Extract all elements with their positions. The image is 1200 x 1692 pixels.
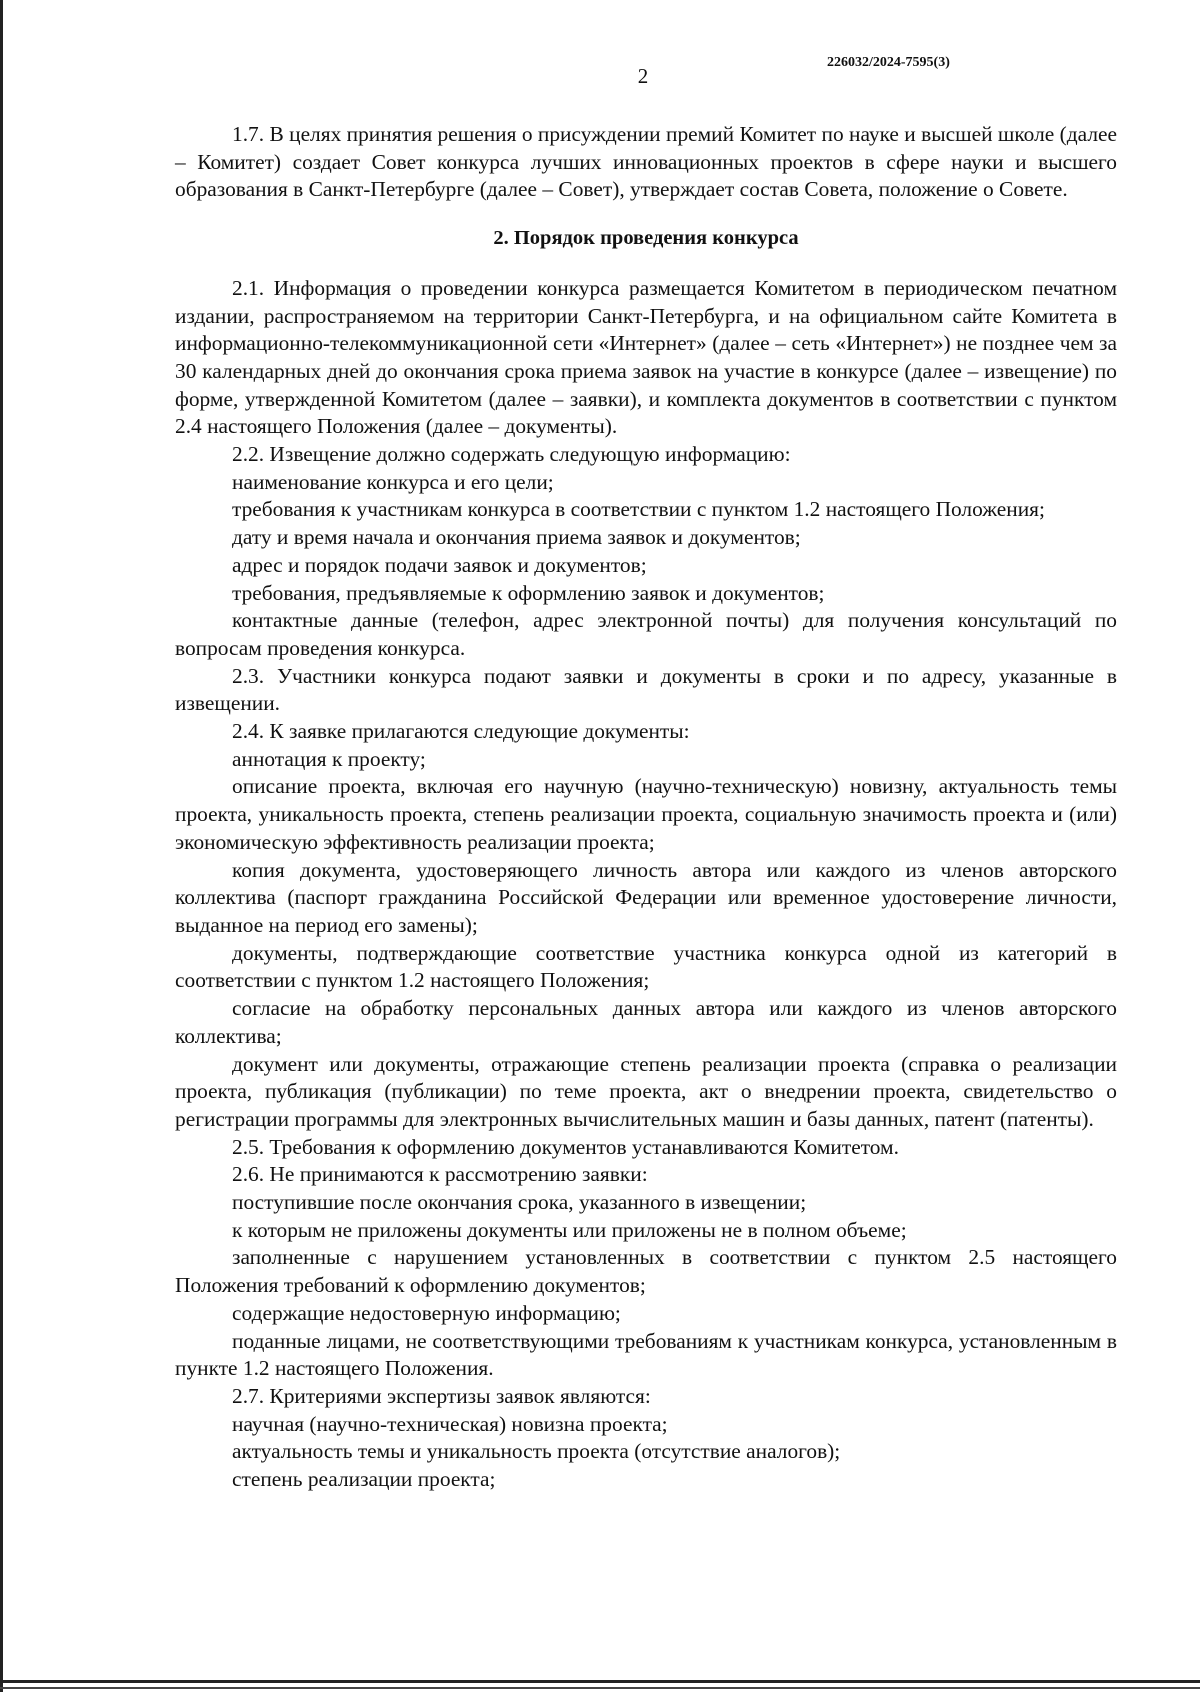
scan-edge-bottom-secondary bbox=[0, 1687, 1200, 1689]
document-body bbox=[175, 121, 1117, 1494]
paragraph: документы, подтверждающие соответствие участника конкурса одной из категорий в соответствии с пунктом 1.2 настоящего Положения; bbox=[175, 940, 1117, 993]
paragraph: поданные лицами, не соответствующими требованиям к участникам конкурса, установленным в пункте 1.2 настоящего Положения. bbox=[175, 1328, 1117, 1381]
paragraph: поступившие после окончания срока, указанного в извещении; bbox=[232, 1190, 807, 1215]
paragraph: научная (научно-техническая) новизна проекта; bbox=[232, 1411, 668, 1436]
paragraph: 2.4. К заявке прилагаются следующие документы: bbox=[232, 719, 690, 744]
document-id: 226032/2024-7595(3) bbox=[827, 55, 950, 70]
paragraph: содержащие недостоверную информацию; bbox=[232, 1300, 621, 1325]
paragraph: 2.5. Требования к оформлению документов устанавливаются Комитетом. bbox=[232, 1134, 899, 1159]
paragraph: описание проекта, включая его научную (научно-техническую) новизну, актуальность темы проекта, уникальность проекта, степень реализации проекта, социальную значимость проекта и (или) экономическую эффективность реализации проекта; bbox=[175, 774, 1117, 854]
page-number: 2 bbox=[637, 64, 649, 88]
paragraph: 2.3. Участники конкурса подают заявки и документы в сроки и по адресу, указанные в извещении. bbox=[175, 663, 1117, 716]
scan-edge-left bbox=[0, 0, 3, 1692]
paragraph: аннотация к проекту; bbox=[232, 746, 426, 771]
scan-edge-bottom bbox=[0, 1680, 1200, 1683]
paragraph: к которым не приложены документы или приложены не в полном объеме; bbox=[232, 1217, 907, 1242]
paragraph: требования к участникам конкурса в соответствии с пунктом 1.2 настоящего Положения; bbox=[232, 497, 1045, 522]
paragraph: 2.7. Критериями экспертизы заявок являются: bbox=[232, 1383, 651, 1408]
paragraph: копия документа, удостоверяющего личность автора или каждого из членов авторского коллектива (паспорт гражданина Российской Федерации или временное удостоверение личности, выданное на период его замены); bbox=[175, 857, 1117, 937]
paragraph: 2.1. Информация о проведении конкурса размещается Комитетом в периодическом печатном издании, распространяемом на территории Санкт-Петербурга, и на официальном сайте Комитета в информационно-телекоммуникационной сети «Интернет» (далее – сеть «Интернет») не позднее чем за 30 календарных дней до окончания срока приема заявок на участие в конкурсе (далее – извещение) по форме, утвержденной Комитетом (далее – заявки), и комплекта документов в соответствии с пунктом 2.4 настоящего Положения (далее – документы). bbox=[175, 275, 1117, 439]
paragraph: согласие на обработку персональных данных автора или каждого из членов авторского коллектива; bbox=[175, 996, 1117, 1048]
intro-paragraph: 1.7. В целях принятия решения о присуждении премий Комитет по науке и высшей школе (далее – Комитет) создает Совет конкурса лучших инновационных проектов в сфере науки и высшего образования в Санкт-Петербурге (далее – Совет), утверждает состав Совета, положение о Совете. bbox=[175, 122, 1117, 202]
paragraph: документ или документы, отражающие степень реализации проекта (справка о реализации проекта, публикация (публикации) по теме проекта, акт о внедрении проекта, свидетельство о регистрации программы для электронных вычислительных машин и базы данных, патент (патенты). bbox=[175, 1051, 1117, 1131]
paragraph: адрес и порядок подачи заявок и документов; bbox=[232, 552, 647, 577]
paragraph: заполненные с нарушением установленных в соответствии с пунктом 2.5 настоящего Положения требований к оформлению документов; bbox=[175, 1245, 1117, 1298]
paragraph: 2.2. Извещение должно содержать следующую информацию: bbox=[232, 442, 791, 467]
paragraph: контактные данные (телефон, адрес электронной почты) для получения консультаций по вопросам проведения конкурса. bbox=[175, 608, 1117, 660]
paragraph: степень реализации проекта; bbox=[232, 1467, 496, 1492]
paragraph: требования, предъявляемые к оформлению заявок и документов; bbox=[232, 580, 825, 605]
paragraph: наименование конкурса и его цели; bbox=[232, 469, 554, 494]
paragraph: дату и время начала и окончания приема заявок и документов; bbox=[232, 525, 801, 550]
paragraph: 2.6. Не принимаются к рассмотрению заявки: bbox=[232, 1162, 648, 1187]
section-title: 2. Порядок проведения конкурса bbox=[493, 227, 799, 250]
paragraph: актуальность темы и уникальность проекта (отсутствие аналогов); bbox=[232, 1439, 841, 1464]
